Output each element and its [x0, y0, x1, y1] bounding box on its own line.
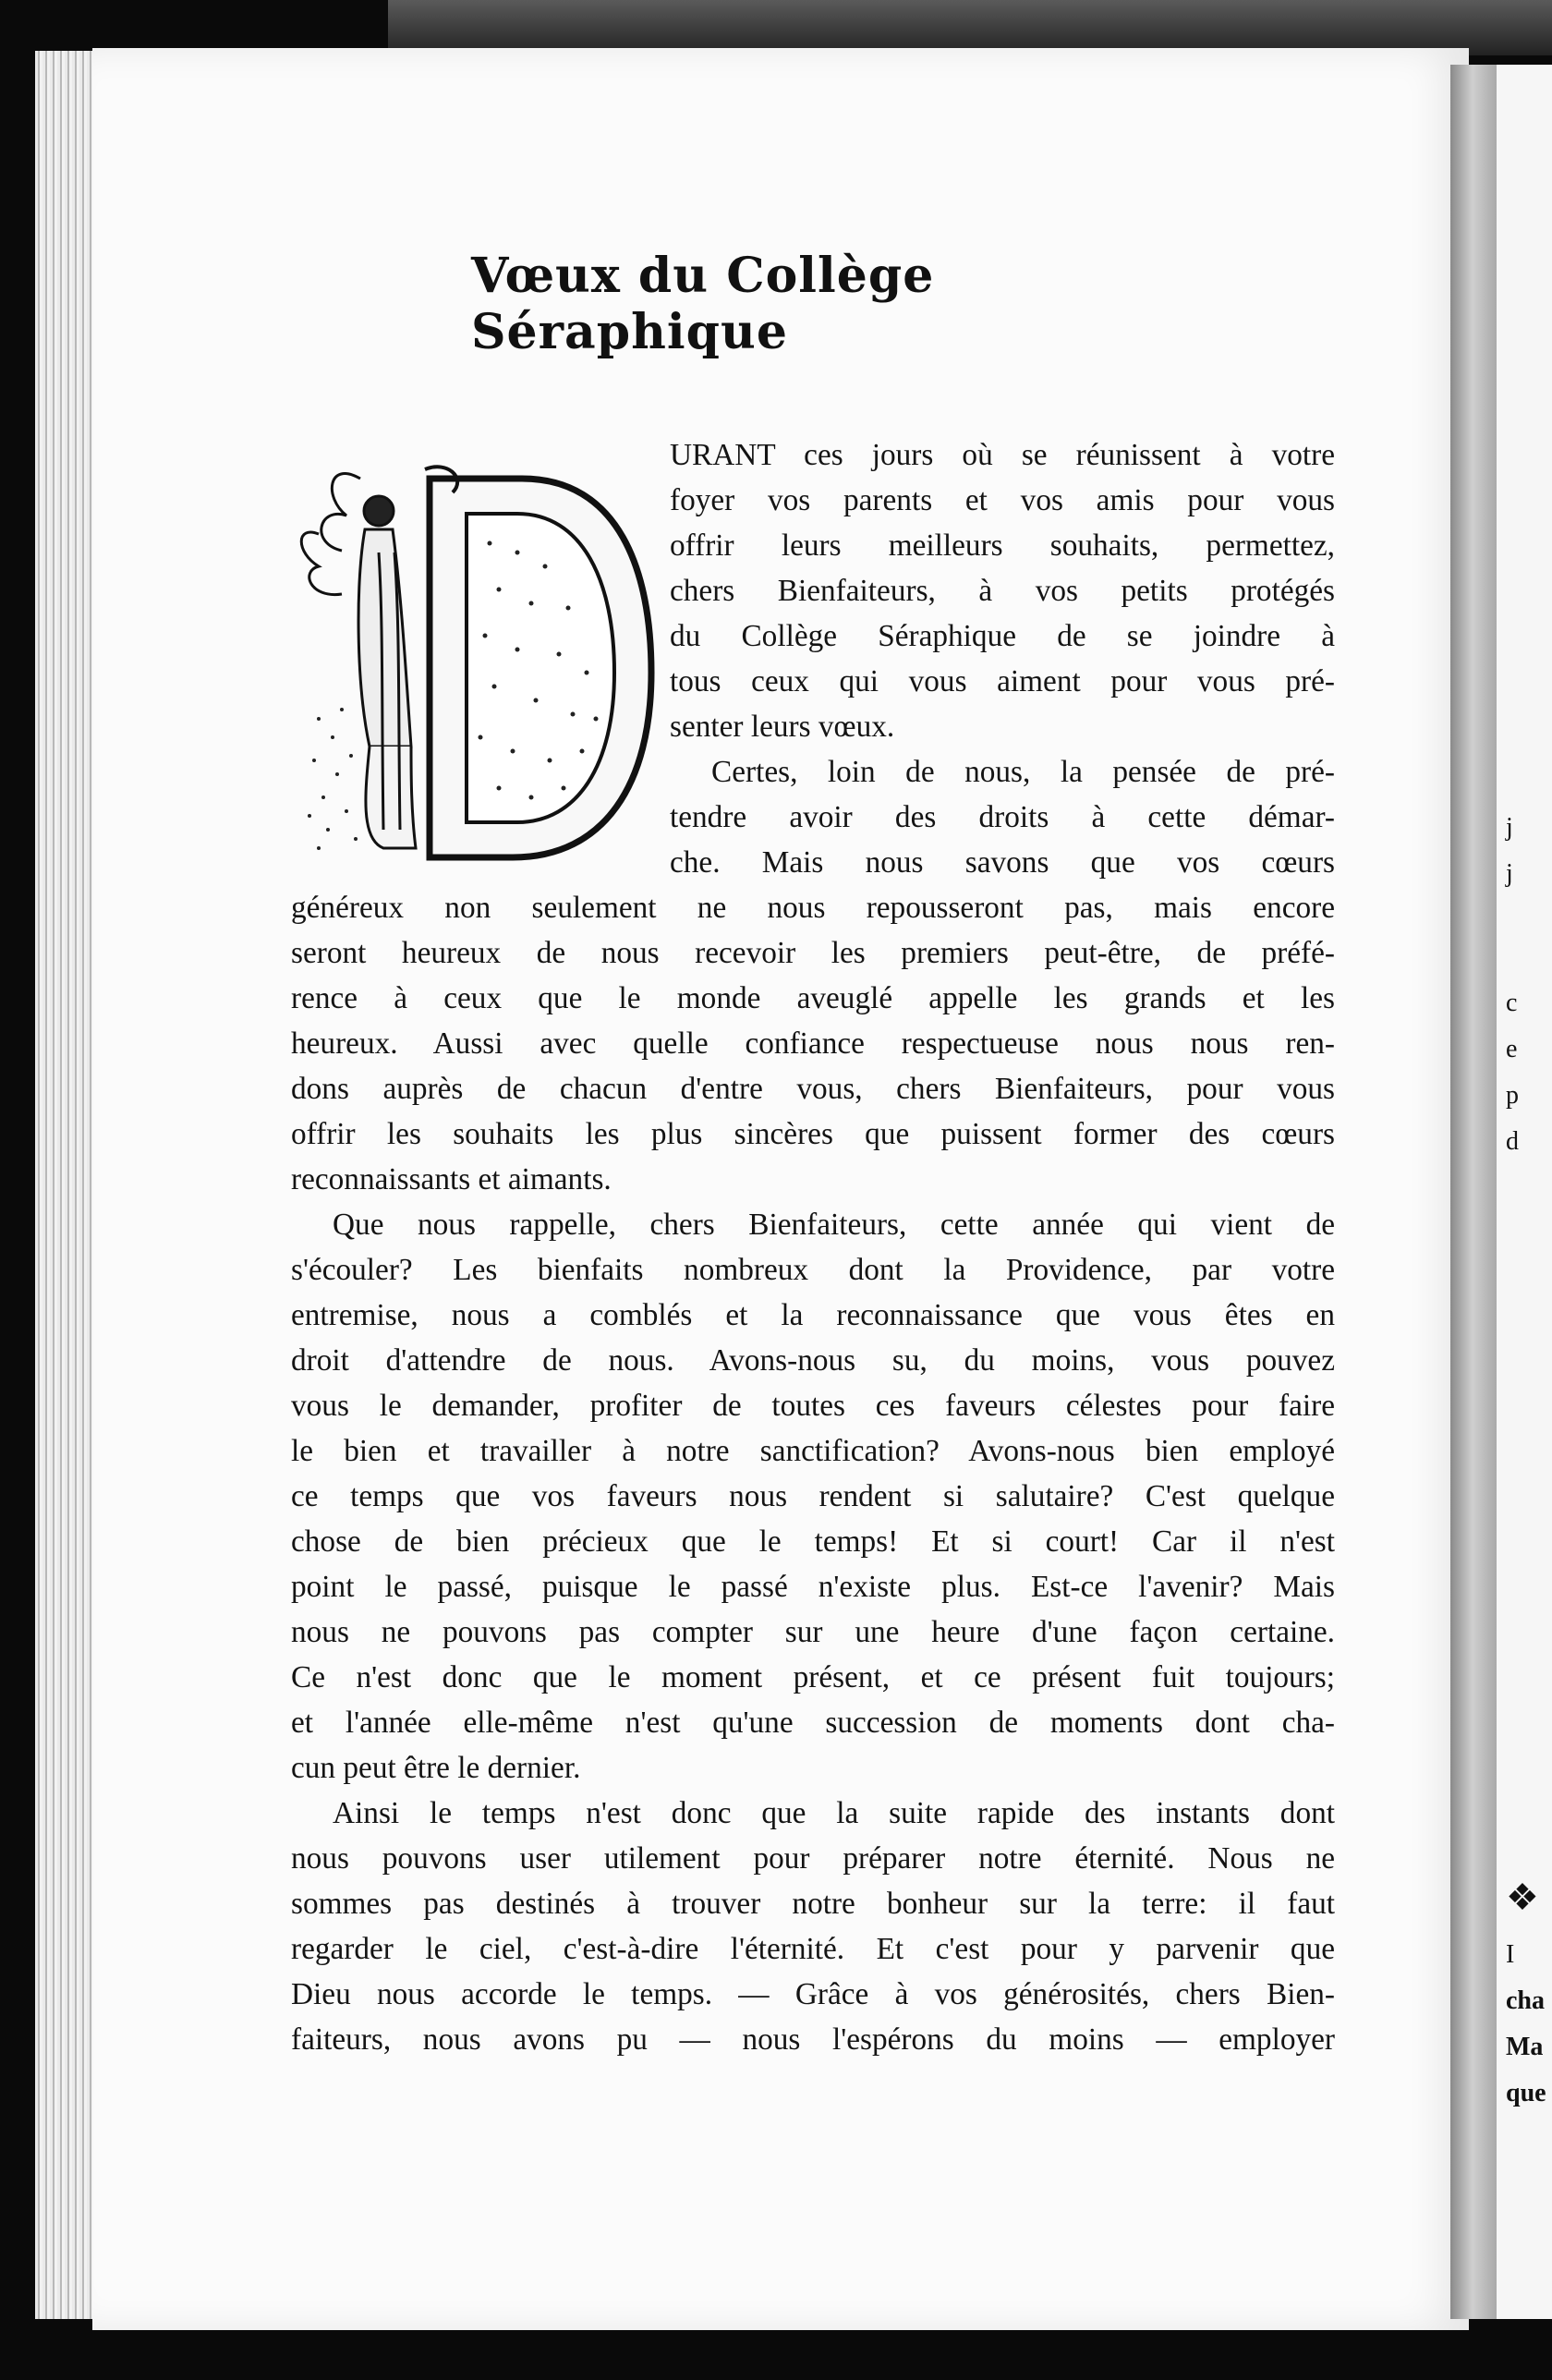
text-line: droit d'attendre de nous. Avons-nous su, du moins, vous pouvez: [291, 1343, 1335, 1378]
paragraph-4: [291, 1791, 1335, 2062]
text-line: tendre avoir des droits à cette démar-: [670, 800, 1335, 834]
text-line: chers Bienfaiteurs, à vos petits protégés: [670, 574, 1335, 608]
text-line: reconnaissants et aimants.: [291, 1162, 612, 1196]
paragraph-1: [670, 432, 1335, 749]
text-line: nous pouvons user utilement pour préparer notre éternité. Nous ne: [291, 1841, 1335, 1876]
text-line: senter leurs vœux.: [670, 710, 895, 744]
paragraph-2-head: [670, 749, 1335, 885]
text-line: Certes, loin de nous, la pensée de pré-: [711, 755, 1335, 789]
text-line: rence à ceux que le monde aveuglé appelle les grands et les: [291, 981, 1335, 1015]
text-line: Dieu nous accorde le temps. — Grâce à vos générosités, chers Bien-: [291, 1977, 1335, 2011]
text-line: offrir leurs meilleurs souhaits, permettez,: [670, 528, 1335, 563]
facing-page-fragment: d: [1506, 1127, 1519, 1156]
text-line: et l'année elle-même n'est qu'une succession de moments dont cha-: [291, 1706, 1335, 1740]
text-line: heureux. Aussi avec quelle confiance respectueuse nous nous ren-: [291, 1026, 1335, 1061]
text-line: URANT ces jours où se réunissent à votre: [670, 438, 1335, 472]
facing-page-fragment: que: [1506, 2079, 1546, 2107]
text-line: cun peut être le dernier.: [291, 1751, 581, 1785]
body-text: [291, 432, 1335, 2062]
text-line: che. Mais nous savons que vos cœurs: [670, 845, 1335, 880]
facing-page-fragment: cha: [1506, 1986, 1545, 2015]
text-line: regarder le ciel, c'est-à-dire l'éternité. Et c'est pour y parvenir que: [291, 1932, 1335, 1966]
page-title: Vœux du Collège Séraphique: [471, 248, 935, 360]
text-line: nous ne pouvons pas compter sur une heure d'une façon certaine.: [291, 1615, 1335, 1649]
facing-page-fragment: c: [1506, 989, 1518, 1017]
text-line: Ainsi le temps n'est donc que la suite rapide des instants dont: [333, 1796, 1335, 1830]
facing-page-fragment: Ma: [1506, 2033, 1544, 2061]
text-line: s'écouler? Les bienfaits nombreux dont la Providence, par votre: [291, 1253, 1335, 1287]
text-line: du Collège Séraphique de se joindre à: [670, 619, 1335, 653]
text-line: chose de bien précieux que le temps! Et si court! Car il n'est: [291, 1524, 1335, 1559]
facing-page-edge: [1497, 65, 1552, 2319]
ornament-icon: ❖: [1506, 1876, 1539, 1918]
text-line: le bien et travailler à notre sanctification? Avons-nous bien employé: [291, 1434, 1335, 1468]
text-line: foyer vos parents et vos amis pour vous: [670, 483, 1335, 517]
text-line: dons auprès de chacun d'entre vous, chers Bienfaiteurs, pour vous: [291, 1072, 1335, 1106]
facing-page-fragment: e: [1506, 1035, 1518, 1063]
text-line: généreux non seulement ne nous repousseront pas, mais encore: [291, 891, 1335, 925]
text-line: Que nous rappelle, chers Bienfaiteurs, cette année qui vient de: [333, 1208, 1335, 1242]
text-line: ce temps que vos faveurs nous rendent si salutaire? C'est quelque: [291, 1479, 1335, 1513]
paragraph-3: [291, 1202, 1335, 1791]
text-line: tous ceux qui vous aiment pour vous pré-: [670, 664, 1335, 698]
text-line: point le passé, puisque le passé n'existe plus. Est-ce l'avenir? Mais: [291, 1570, 1335, 1604]
text-line: offrir les souhaits les plus sincères que puissent former des cœurs: [291, 1117, 1335, 1151]
text-line: seront heureux de nous recevoir les premiers peut-être, de préfé-: [291, 936, 1335, 970]
facing-page-fragment: p: [1506, 1081, 1519, 1110]
facing-page-fragment: j: [1506, 859, 1513, 888]
text-line: entremise, nous a comblés et la reconnaissance que vous êtes en: [291, 1298, 1335, 1332]
facing-page-fragment: I: [1506, 1940, 1515, 1969]
facing-page-fragment: j: [1506, 813, 1513, 842]
scan-background-top: [388, 0, 1552, 55]
text-line: Ce n'est donc que le moment présent, et ce présent fuit toujours;: [291, 1660, 1335, 1694]
text-line: sommes pas destinés à trouver notre bonheur sur la terre: il faut: [291, 1887, 1335, 1921]
text-line: vous le demander, profiter de toutes ces faveurs célestes pour faire: [291, 1389, 1335, 1423]
paragraph-2-body: [291, 885, 1335, 1202]
text-line: faiteurs, nous avons pu — nous l'espérons du moins — employer: [291, 2022, 1335, 2057]
